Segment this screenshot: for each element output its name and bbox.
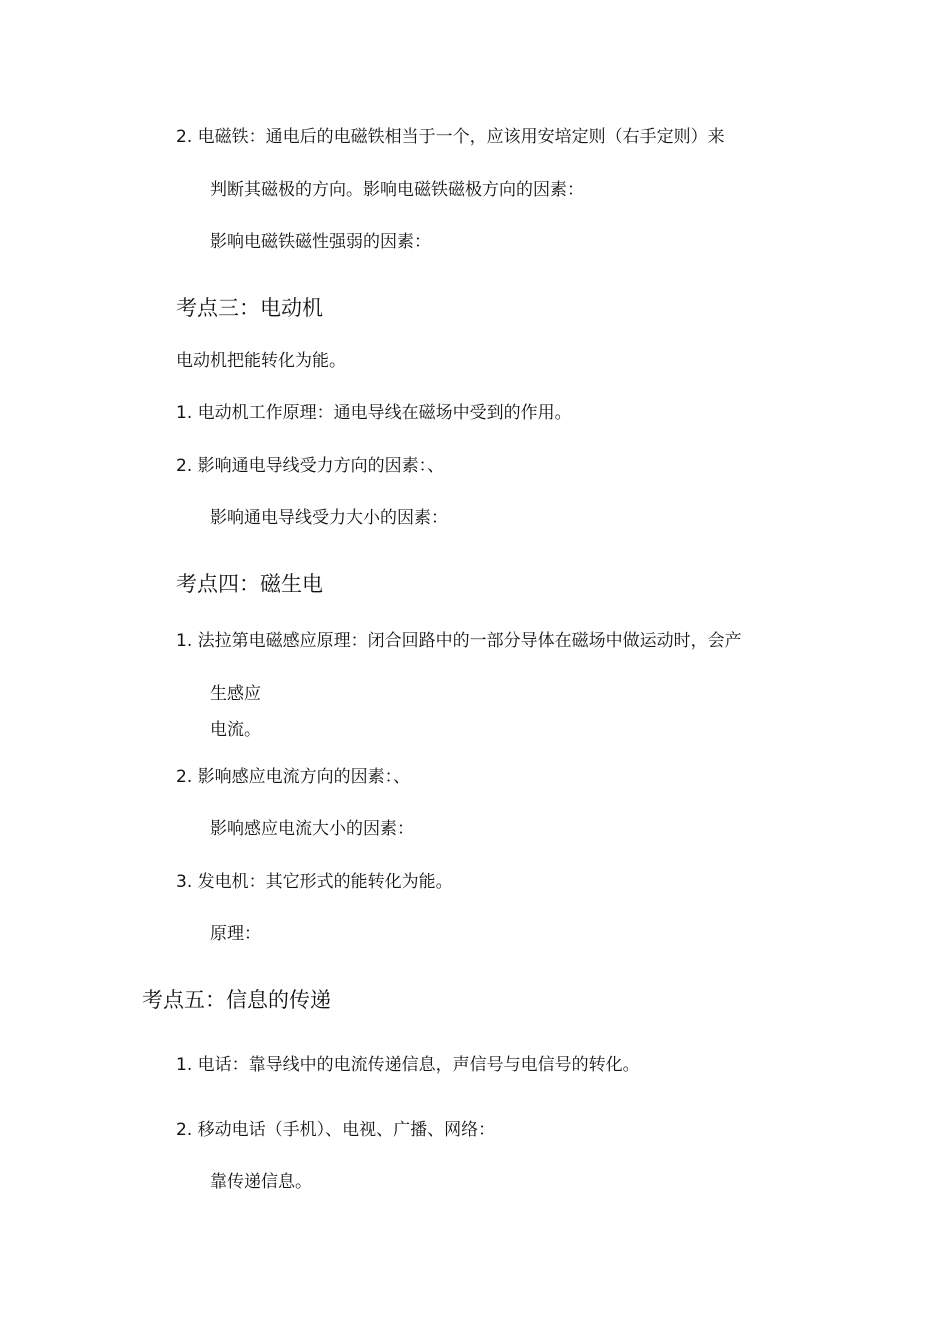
section3-intro: 电动机把能转化为能。 bbox=[176, 351, 346, 371]
section5-item2: 2. 移动电话（手机）、电视、广播、网络： bbox=[176, 1120, 496, 1140]
section4-title: 考点四：磁生电 bbox=[176, 572, 323, 596]
electromagnet-item-line2: 判断其磁极的方向。影响电磁铁磁极方向的因素： bbox=[210, 180, 584, 200]
section4-item1-line2: 生感应 bbox=[210, 684, 261, 704]
section3-item2: 2. 影响通电导线受力方向的因素：、 bbox=[176, 456, 445, 476]
section5-item2-sub: 靠传递信息。 bbox=[210, 1172, 312, 1192]
section4-item1-line1: 1. 法拉第电磁感应原理：闭合回路中的一部分导体在磁场中做运动时，会产 bbox=[176, 631, 742, 651]
section4-item2: 2. 影响感应电流方向的因素：、 bbox=[176, 767, 411, 787]
section3-item2-sub: 影响通电导线受力大小的因素： bbox=[210, 508, 448, 528]
section4-item3: 3. 发电机：其它形式的能转化为能。 bbox=[176, 872, 453, 892]
section5-title: 考点五：信息的传递 bbox=[142, 988, 331, 1012]
section3-item1: 1. 电动机工作原理：通电导线在磁场中受到的作用。 bbox=[176, 403, 572, 423]
section4-item1-line3: 电流。 bbox=[210, 720, 261, 740]
electromagnet-item-line1: 2. 电磁铁：通电后的电磁铁相当于一个，应该用安培定则（右手定则）来 bbox=[176, 127, 725, 147]
section5-item1: 1. 电话：靠导线中的电流传递信息，声信号与电信号的转化。 bbox=[176, 1055, 640, 1075]
electromagnet-item-line3: 影响电磁铁磁性强弱的因素： bbox=[210, 232, 431, 252]
section3-title: 考点三：电动机 bbox=[176, 296, 323, 320]
section4-item2-sub: 影响感应电流大小的因素： bbox=[210, 819, 414, 839]
section4-item3-sub: 原理： bbox=[210, 924, 261, 944]
